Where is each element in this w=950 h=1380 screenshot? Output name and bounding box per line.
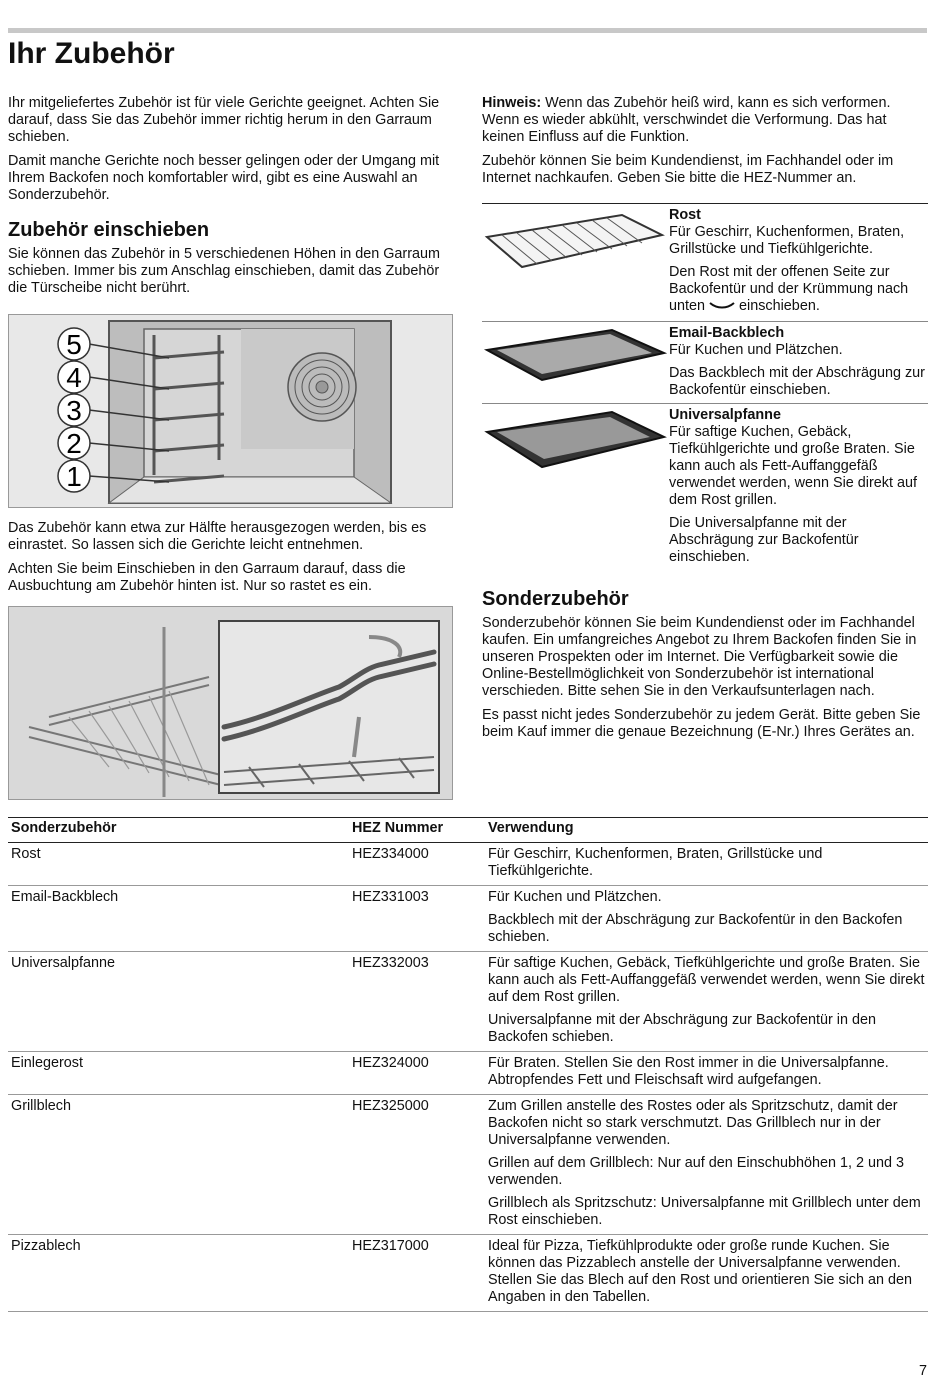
accessory-text (669, 407, 928, 572)
usage-cell (485, 1095, 928, 1235)
usage-cell (485, 1052, 928, 1095)
usage-paragraph: Für Braten. Stellen Sie den Rost immer in die Universalpfanne. Abtropfendes Fett und Fleischsaft wird aufgefangen. (488, 1055, 889, 1088)
level-labels (9, 315, 452, 507)
accessory-universalpfanne (482, 404, 928, 576)
intro-paragraph: Damit manche Gerichte noch besser gelingen oder der Umgang mit Ihrem Backofen noch komfortabler wird, gibt es eine Auswahl an Sonderzubehör. (8, 153, 440, 203)
section-heading: Zubehör einschieben (8, 219, 210, 241)
level-number: 3 (66, 395, 82, 426)
accessory-name-cell: Einlegerost (8, 1052, 349, 1095)
rack-illustration (9, 607, 452, 799)
section-heading: Sonderzubehör (482, 588, 629, 610)
usage-paragraph: Für Geschirr, Kuchenformen, Braten, Grillstücke und Tiefkühlgerichte. (488, 846, 823, 879)
accessory-rost (482, 204, 928, 322)
usage-paragraph: Ideal für Pizza, Tiefkühlprodukte oder große runde Kuchen. Sie können das Pizzablech anstelle der Universalpfanne verwenden. Stellen Sie das Blech auf den Rost und orientieren Sie sich an den Angaben in den Tabellen. (488, 1238, 912, 1305)
special-paragraph: Sonderzubehör können Sie beim Kundendienst oder im Fachhandel kaufen. Ein umfangreiches Angebot zu Ihrem Backofen finden Sie in unseren Prospekten oder im Internet. Die Verfügbarkeit sowie die Online-Bestellmöglichkeit von Sonderzubehör ist international verschieden. Bitte sehen Sie in den Verkaufsunterlagen nach. (482, 615, 917, 699)
hez-number-cell: HEZ324000 (349, 1052, 485, 1095)
table-body (8, 843, 928, 1312)
accessory-text (669, 325, 928, 399)
usage-paragraph: Backblech mit der Abschrägung zur Backofentür in den Backofen schieben. (488, 912, 903, 945)
level-number: 2 (66, 428, 82, 459)
table-row (8, 1052, 928, 1095)
hez-number-cell: HEZ325000 (349, 1095, 485, 1235)
accessory-name-cell: Rost (8, 843, 349, 886)
hez-number-cell: HEZ332003 (349, 952, 485, 1052)
accessory-name-cell: Pizzablech (8, 1235, 349, 1312)
table-row (8, 886, 928, 952)
hez-number-cell: HEZ334000 (349, 843, 485, 886)
header-rule (8, 28, 927, 33)
accessory-desc: Für Geschirr, Kuchenformen, Braten, Grillstücke und Tiefkühlgerichte. (669, 224, 905, 257)
pullout-paragraph: Das Zubehör kann etwa zur Hälfte herausgezogen werden, bis es einrastet. So lassen sich die Gerichte leicht entnehmen. (8, 520, 427, 553)
page-number: 7 (918, 1363, 927, 1379)
oven-levels-figure (8, 314, 453, 508)
level-callout (58, 361, 224, 393)
hez-number-cell: HEZ331003 (349, 886, 485, 952)
usage-paragraph: Grillen auf dem Grillblech: Nur auf den Einschubhöhen 1, 2 und 3 verwenden. (488, 1155, 904, 1188)
column-header: HEZ Nummer (349, 818, 485, 843)
accessory-name: Email-Backblech (669, 325, 785, 341)
column-header: Sonderzubehör (8, 818, 349, 843)
accessory-note: Den Rost mit der offenen Seite zur Backofentür und der Krümmung nach unten einschieben. (669, 264, 909, 314)
right-column (482, 95, 928, 194)
usage-paragraph: Grillblech als Spritzschutz: Universalpfanne mit Grillblech unter dem Rost einschieben. (488, 1195, 921, 1228)
special-section (482, 587, 928, 748)
intro-paragraph: Ihr mitgeliefertes Zubehör ist für viele Gerichte geeignet. Achten Sie darauf, dass Sie das Zubehör immer richtig herum in den Garraum schieben. (8, 95, 440, 145)
accessory-name: Universalpfanne (669, 407, 781, 423)
level-number: 1 (66, 461, 82, 492)
usage-paragraph: Für Kuchen und Plätzchen. (488, 889, 662, 905)
usage-paragraph: Zum Grillen anstelle des Rostes oder als Spritzschutz, damit der Backofen nicht so stark verschmutzt. Das Grillblech nur in der Universalpfanne verwenden. (488, 1098, 898, 1148)
accessory-name: Rost (669, 207, 701, 223)
accessory-table (8, 817, 928, 1312)
accessory-desc: Für saftige Kuchen, Gebäck, Tiefkühlgerichte und große Braten. Sie kann auch als Fett-Auffanggefäß verwendet werden, wenn Sie direkt auf dem Rost grillen. (669, 424, 917, 508)
rack-notch-figure (8, 606, 453, 800)
accessory-name-cell: Grillblech (8, 1095, 349, 1235)
accessory-note: Die Universalpfanne mit der Abschrägung zur Backofentür einschieben. (669, 515, 859, 565)
note-text: Wenn das Zubehör heiß wird, kann es sich verformen. Wenn es wieder abkühlt, verschwindet die Verformung. Das hat keinen Einfluss auf die Funktion. (482, 95, 891, 145)
usage-cell (485, 952, 928, 1052)
table-row (8, 952, 928, 1052)
hez-number-cell: HEZ317000 (349, 1235, 485, 1312)
special-paragraph: Es passt nicht jedes Sonderzubehör zu jedem Gerät. Bitte geben Sie beim Kauf immer die genaue Bezeichnung (E-Nr.) Ihres Gerätes an. (482, 707, 921, 740)
order-paragraph: Zubehör können Sie beim Kundendienst, im Fachhandel oder im Internet nachkaufen. Geben Sie bitte die HEZ-Nummer an. (482, 153, 894, 186)
usage-paragraph: Für saftige Kuchen, Gebäck, Tiefkühlgerichte und große Braten. Sie kann auch als Fett-Auffanggefäß verwendet werden, wenn Sie direkt auf dem Rost grillen. (488, 955, 925, 1005)
table-row (8, 843, 928, 886)
level-callout (58, 328, 224, 360)
usage-cell (485, 886, 928, 952)
notch-paragraph: Achten Sie beim Einschieben in den Garraum darauf, dass die Ausbuchtung am Zubehör hinten ist. Nur so rastet es ein. (8, 561, 406, 594)
accessory-desc: Für Kuchen und Plätzchen. (669, 342, 843, 358)
usage-cell (485, 843, 928, 886)
table-row (8, 1095, 928, 1235)
table-row (8, 1235, 928, 1312)
accessory-text (669, 207, 928, 317)
column-header: Verwendung (485, 818, 928, 843)
left-column-lower (8, 520, 456, 602)
universal-pan-image (482, 407, 669, 572)
level-number: 4 (66, 362, 82, 393)
level-callouts (9, 315, 452, 507)
accessory-name-cell: Email-Backblech (8, 886, 349, 952)
accessory-backblech (482, 322, 928, 404)
left-column (8, 95, 456, 304)
level-callout (58, 394, 224, 426)
note-label: Hinweis: (482, 95, 542, 111)
level-number: 5 (66, 329, 82, 360)
accessory-list (482, 203, 928, 576)
accessory-note: Das Backblech mit der Abschrägung zur Backofentür einschieben. (669, 365, 925, 398)
note-paragraph (482, 95, 928, 146)
insert-paragraph: Sie können das Zubehör in 5 verschiedenen Höhen in den Garraum schieben. Immer bis zum Anschlag einschieben, damit das Zubehör die Türscheibe nicht berührt. (8, 246, 440, 296)
table-header-row (8, 818, 928, 843)
level-callout (58, 460, 224, 492)
accessory-name-cell: Universalpfanne (8, 952, 349, 1052)
usage-paragraph: Universalpfanne mit der Abschrägung zur Backofentür in den Backofen schieben. (488, 1012, 876, 1045)
baking-tray-image (482, 325, 669, 399)
page-title: Ihr Zubehör (8, 37, 175, 70)
curve-down-icon (709, 300, 735, 310)
usage-cell (485, 1235, 928, 1312)
rack-image (482, 207, 669, 317)
level-callout (58, 427, 224, 459)
